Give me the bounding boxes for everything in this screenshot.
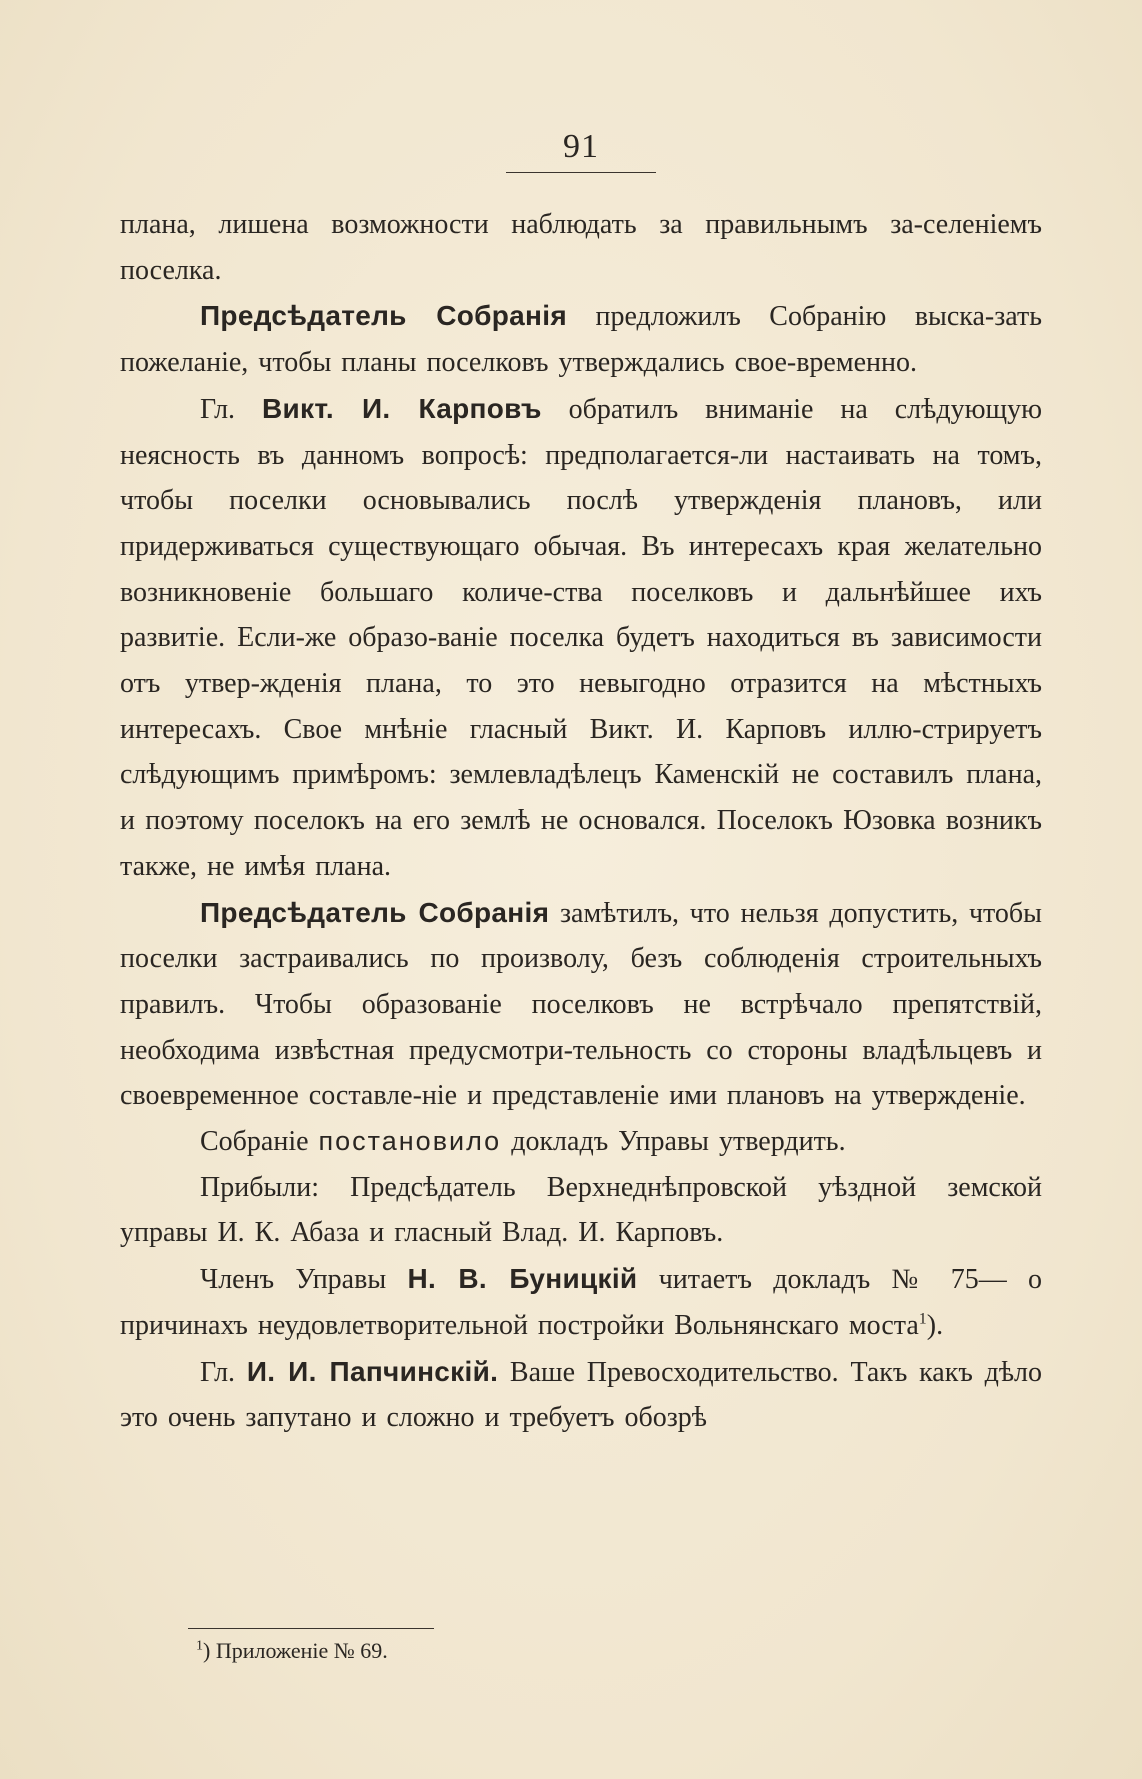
paragraph — [120, 386, 1042, 890]
speaker-name: Предсѣдатель Собранія — [200, 896, 550, 928]
paragraph — [120, 890, 1042, 1120]
text-run: докладъ Управы утвердить. — [501, 1126, 846, 1158]
text-run: обратилъ вниманіе на слѣдующую неясность въ данномъ вопросѣ: предполагается-ли настаивать на томъ, чтобы поселки основывались послѣ утвержденія плановъ, или придерживаться существующаго обычая. Въ интересахъ края желательно возникновеніе большаго количе-ства поселковъ и дальнѣйшее ихъ развитіе. Если-же образо-ваніе поселка будетъ находиться въ зависимости отъ утвер-жденія плана, то это невыгодно отразится на мѣстныхъ интересахъ. Свое мнѣніе гласный Викт. И. Карповъ иллю-стрируетъ слѣдующимъ примѣромъ: землевладѣлецъ Каменскій не составилъ плана, и поэтому поселокъ на его землѣ не основался. Поселокъ Юзовка возникъ также, не имѣя плана. — [120, 393, 1042, 882]
text-run: предложилъ Собранію выска-зать пожеланіе, чтобы планы поселковъ утверждались свое-временно. — [120, 301, 1042, 379]
speaker-name: И. И. Папчинскій. — [246, 1355, 499, 1387]
speaker-name: Предсѣдатель Собранія — [200, 300, 567, 332]
text-run: читаетъ докладъ № 75— о причинахъ неудовлетворительной постройки Вольнянскаго моста — [120, 1264, 1043, 1341]
text-run: ). — [926, 1309, 944, 1341]
footnote-marker: 1 — [196, 1638, 203, 1654]
speaker-name: Викт. И. Карповъ — [262, 392, 542, 424]
text-run: Ваше Превосходительство. Такъ какъ дѣло это очень запутано и сложно и требуетъ обозрѣ — [120, 1356, 1042, 1434]
text-run: плана, лишена возможности наблюдать за правильнымъ за-селеніемъ поселка. — [120, 209, 1042, 286]
text-run: Членъ Управы — [200, 1264, 408, 1296]
body-text — [120, 202, 1042, 1441]
paragraph — [120, 1349, 1042, 1441]
paragraph — [120, 202, 1042, 293]
footnote-text: ) Приложеніе № 69. — [203, 1638, 388, 1663]
text-run: замѣтилъ, что нельзя допустить, чтобы поселки застраивались по произволу, безъ соблюденія строительныхъ правилъ. Чтобы образованіе поселковъ не встрѣчало препятствій, необходима извѣстная предусмотри-тельность со стороны владѣльцевъ и своевременное составле-ніе и представленіе ими плановъ на утвержденіе. — [120, 897, 1042, 1112]
footnote-reference: 1 — [918, 1310, 927, 1328]
paragraph — [120, 293, 1042, 385]
paragraph — [120, 1256, 1042, 1348]
paragraph — [120, 1165, 1042, 1256]
text-run: Собраніе — [200, 1126, 319, 1158]
speaker-name: Н. В. Буницкій — [407, 1263, 638, 1295]
footnote-rule — [188, 1628, 434, 1629]
resolution-word: постановило — [318, 1126, 502, 1157]
page-number: 91 — [563, 128, 599, 165]
paragraph — [120, 1119, 1042, 1165]
text-run: Гл. — [200, 393, 262, 425]
page-number-rule — [506, 172, 656, 173]
text-run: Гл. — [200, 1356, 247, 1388]
text-run: Прибыли: Предсѣдатель Верхнеднѣпровской уѣздной земской управы И. К. Абаза и гласный Влад. И. Карповъ. — [120, 1171, 1042, 1249]
footnote — [196, 1636, 896, 1666]
